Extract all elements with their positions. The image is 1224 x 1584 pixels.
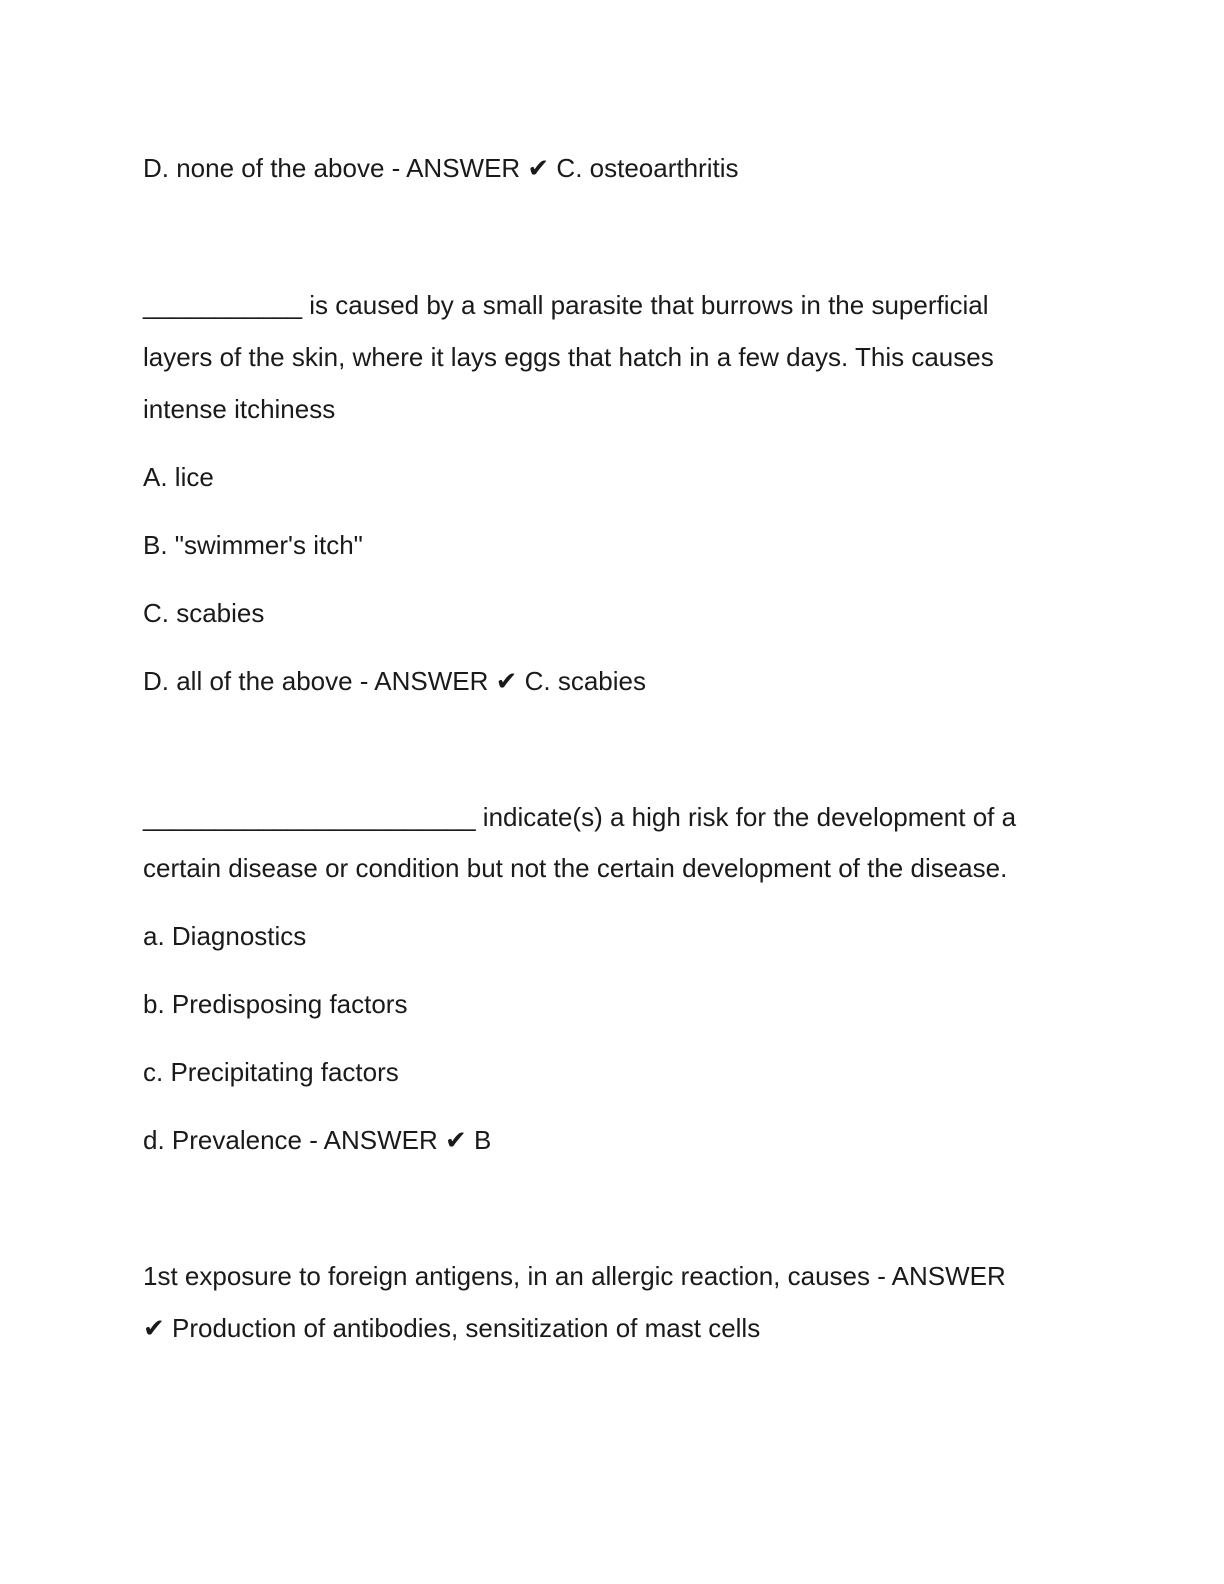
- q1-stem-line-1: ___________ is caused by a small parasite that burrows in the superficial: [143, 290, 989, 320]
- q3-answer-line: ✔ Production of antibodies, sensitization of mast cells: [143, 1313, 761, 1343]
- q2-option-d-answer: d. Prevalence - ANSWER ✔ B: [143, 1125, 492, 1155]
- q1-option-a: A. lice: [143, 462, 214, 492]
- q2-option-c: c. Precipitating factors: [143, 1057, 399, 1087]
- q2-option-b: b. Predisposing factors: [143, 989, 408, 1019]
- q2-stem-line-2: certain disease or condition but not the certain development of the disease.: [143, 853, 1008, 883]
- prev-question-answer-line: D. none of the above - ANSWER ✔ C. osteoarthritis: [143, 153, 739, 183]
- q1-option-c: C. scabies: [143, 598, 265, 628]
- q2-option-a: a. Diagnostics: [143, 921, 307, 951]
- q3-stem-line-1: 1st exposure to foreign antigens, in an allergic reaction, causes - ANSWER: [143, 1261, 1006, 1291]
- q1-option-d-answer: D. all of the above - ANSWER ✔ C. scabies: [143, 666, 646, 696]
- q1-stem-line-2: layers of the skin, where it lays eggs that hatch in a few days. This causes: [143, 342, 994, 372]
- q1-option-b: B. "swimmer's itch": [143, 530, 363, 560]
- document-page: [143, 0, 1083, 1584]
- q2-stem-line-1: _______________________ indicate(s) a high risk for the development of a: [143, 802, 1017, 832]
- q1-stem-line-3: intense itchiness: [143, 394, 336, 424]
